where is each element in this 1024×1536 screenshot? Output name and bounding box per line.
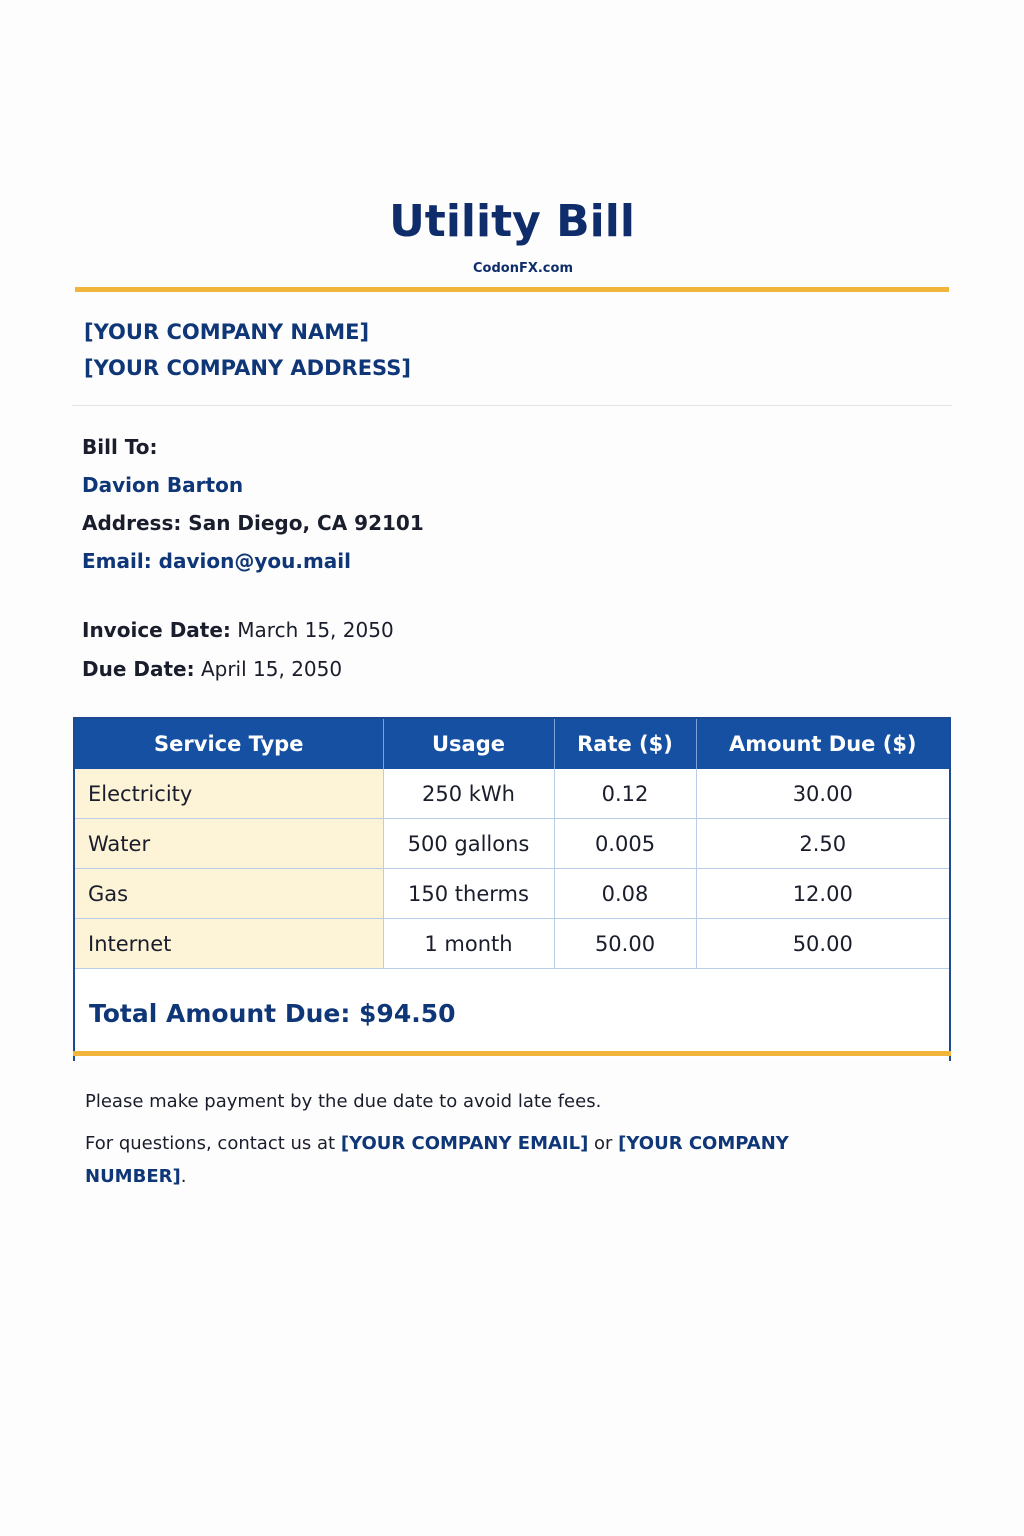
company-block bbox=[84, 314, 411, 386]
rate-cell: 0.005 bbox=[554, 819, 696, 869]
page-title: Utility Bill bbox=[389, 196, 635, 247]
total-amount-due: Total Amount Due: $94.50 bbox=[89, 999, 456, 1028]
customer-email: Email: davion@you.mail bbox=[82, 549, 352, 573]
dates-block bbox=[82, 611, 394, 689]
contact-period: . bbox=[180, 1166, 187, 1187]
bill-to-label: Bill To: bbox=[82, 435, 158, 459]
amount-cell: 30.00 bbox=[696, 769, 949, 819]
usage-cell: 500 gallons bbox=[383, 819, 554, 869]
rate-cell: 0.08 bbox=[554, 869, 696, 919]
due-date bbox=[82, 650, 394, 689]
invoice-date-label: Invoice Date: bbox=[82, 618, 231, 642]
service-cell: Electricity bbox=[75, 769, 383, 819]
payment-note: Please make payment by the due date to avoid late fees. bbox=[85, 1091, 602, 1112]
invoice-date bbox=[82, 611, 394, 650]
amount-cell: 12.00 bbox=[696, 869, 949, 919]
table-row bbox=[75, 769, 949, 819]
due-date-label: Due Date: bbox=[82, 657, 195, 681]
header-divider bbox=[75, 287, 949, 292]
contact-prefix: For questions, contact us at bbox=[85, 1133, 341, 1154]
service-cell: Gas bbox=[75, 869, 383, 919]
rate-cell: 0.12 bbox=[554, 769, 696, 819]
table-header-row bbox=[75, 719, 949, 769]
footer-notes bbox=[85, 1085, 875, 1202]
column-header-usage: Usage bbox=[383, 719, 554, 769]
company-number-placeholder: [YOUR COMPANY NUMBER] bbox=[85, 1133, 789, 1187]
usage-cell: 250 kWh bbox=[383, 769, 554, 819]
company-name: [YOUR COMPANY NAME] bbox=[84, 320, 370, 344]
section-divider bbox=[72, 405, 952, 406]
contact-note bbox=[85, 1127, 875, 1193]
amount-cell: 50.00 bbox=[696, 919, 949, 969]
company-email-placeholder: [YOUR COMPANY EMAIL] bbox=[340, 1133, 589, 1154]
column-header-rate: Rate ($) bbox=[554, 719, 696, 769]
usage-cell: 150 therms bbox=[383, 869, 554, 919]
table-row bbox=[75, 919, 949, 969]
company-address: [YOUR COMPANY ADDRESS] bbox=[84, 356, 411, 380]
table-bottom-rule bbox=[73, 1051, 951, 1056]
table-row bbox=[75, 819, 949, 869]
contact-or: or bbox=[588, 1133, 619, 1154]
service-cell: Water bbox=[75, 819, 383, 869]
service-cell: Internet bbox=[75, 919, 383, 969]
site-subtitle: CodonFX.com bbox=[473, 261, 573, 276]
customer-address: Address: San Diego, CA 92101 bbox=[82, 511, 424, 535]
bill-to-block bbox=[82, 428, 424, 580]
table-row bbox=[75, 869, 949, 919]
usage-cell: 1 month bbox=[383, 919, 554, 969]
rate-cell: 50.00 bbox=[554, 919, 696, 969]
amount-cell: 2.50 bbox=[696, 819, 949, 869]
due-date-value: April 15, 2050 bbox=[200, 657, 343, 681]
column-header-service-type: Service Type bbox=[75, 719, 383, 769]
invoice-date-value: March 15, 2050 bbox=[237, 618, 394, 642]
total-row bbox=[75, 969, 949, 1061]
column-header-amount-due: Amount Due ($) bbox=[696, 719, 949, 769]
customer-name: Davion Barton bbox=[82, 473, 244, 497]
charges-table bbox=[73, 717, 951, 1061]
